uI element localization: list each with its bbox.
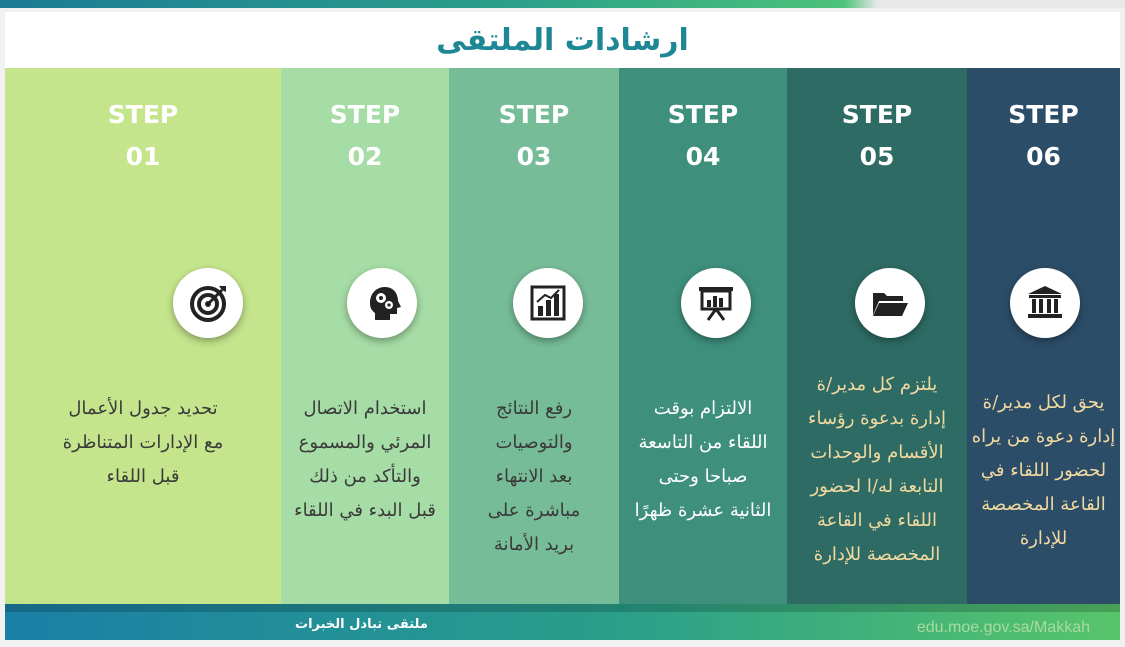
- bank-icon: [1010, 268, 1080, 338]
- top-strip: [0, 0, 1125, 8]
- step-label: [281, 94, 449, 178]
- footer-event-name: ملتقى تبادل الخبرات: [295, 617, 428, 632]
- step-04: [619, 68, 787, 613]
- bar-chart-icon: [513, 268, 583, 338]
- step-label: [449, 94, 619, 178]
- page-title: ارشادات الملتقى: [436, 23, 689, 58]
- head-gears-icon: [347, 268, 417, 338]
- step-word: STEP: [1008, 100, 1079, 129]
- presentation-icon: [681, 268, 751, 338]
- step-label: [619, 94, 787, 178]
- step-description: يلتزم كل مدير/ة إدارة بدعوة رؤساء الأقسام والوحدات التابعة له/ا لحضور اللقاء في القاعة المخصصة للإدارة: [808, 374, 946, 565]
- step-description: يحق لكل مدير/ة إدارة دعوة من يراه لحضور اللقاء في القاعة المخصصة للإدارة: [971, 392, 1116, 549]
- slide: [5, 12, 1120, 640]
- step-number: 03: [516, 142, 552, 171]
- step-number: 02: [347, 142, 383, 171]
- step-number: 04: [685, 142, 721, 171]
- folder-icon: [855, 268, 925, 338]
- step-description: رفع النتائج والتوصيات بعد الانتهاء مباشرة على بريد الأمانة: [487, 398, 581, 555]
- step-description: الالتزام بوقت اللقاء من التاسعة صباحا وحتى الثانية عشرة ظهرًا: [634, 398, 772, 521]
- step-description: تحديد جدول الأعمال مع الإدارات المتناظرة قبل اللقاء: [62, 398, 224, 487]
- step-word: STEP: [498, 100, 570, 129]
- step-word: STEP: [667, 100, 739, 129]
- step-number: 05: [859, 142, 895, 171]
- step-03: [449, 68, 619, 613]
- step-label: [967, 94, 1120, 178]
- step-word: STEP: [107, 100, 179, 129]
- step-06: [967, 68, 1120, 613]
- step-label: [787, 94, 967, 178]
- footer-shadow: [5, 604, 1120, 612]
- step-label: [5, 94, 281, 178]
- step-01: [5, 68, 281, 613]
- step-number: 01: [125, 142, 161, 171]
- step-word: STEP: [841, 100, 913, 129]
- step-02: [281, 68, 449, 613]
- step-number: 06: [1026, 142, 1061, 171]
- footer-url: edu.moe.gov.sa/Makkah: [916, 619, 1090, 636]
- step-word: STEP: [329, 100, 401, 129]
- step-description: استخدام الاتصال المرئي والمسموع والتأكد من ذلك قبل البدء في اللقاء: [294, 398, 436, 521]
- steps-panel: [5, 68, 1120, 613]
- step-05: [787, 68, 967, 613]
- target-icon: [173, 268, 243, 338]
